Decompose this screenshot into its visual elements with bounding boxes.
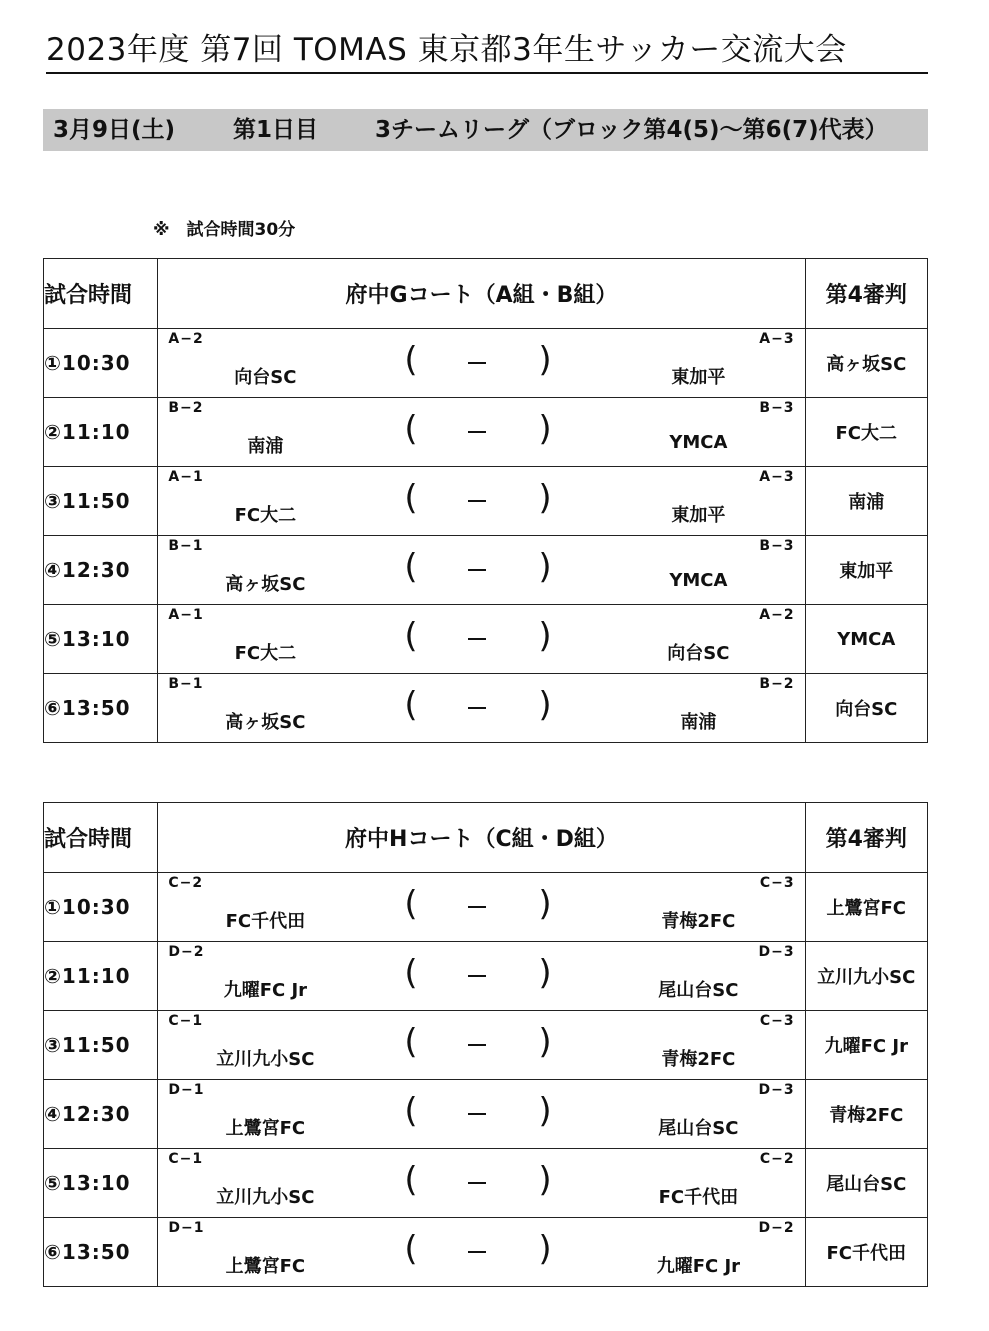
right-team-code: A−3: [759, 469, 795, 485]
header-match-time: 試合時間: [44, 259, 158, 329]
match-cell: [158, 942, 805, 1011]
score-close-paren: ): [538, 478, 552, 518]
left-team-code: A−1: [168, 607, 204, 623]
score-close-paren: ): [538, 884, 552, 924]
fourth-referee-team: FC千代田: [805, 1218, 927, 1287]
match-row: [44, 536, 928, 605]
table-header-row: [44, 259, 928, 329]
left-team-code: C−1: [168, 1151, 204, 1167]
match-row: [44, 674, 928, 743]
score-close-paren: ): [538, 616, 552, 656]
match-time: ④12:30: [44, 1080, 158, 1149]
score-dash: [468, 431, 486, 433]
match-time: ⑥13:50: [44, 674, 158, 743]
right-team-name: 東加平: [671, 505, 726, 526]
right-team-name: 青梅2FC: [661, 911, 736, 932]
court-h-schedule-table: [43, 802, 928, 1287]
match-time: ④12:30: [44, 536, 158, 605]
subtitle-day: 第1日目: [233, 117, 319, 143]
score-close-paren: ): [538, 1229, 552, 1269]
left-team-name: FC大二: [234, 643, 297, 664]
subtitle-format: 3チームリーグ（ブロック第4(5)～第6(7)代表）: [375, 117, 888, 143]
left-team-code: B−2: [168, 400, 204, 416]
score-dash: [468, 638, 486, 640]
match-cell: [158, 1218, 805, 1287]
left-team-name: 高ヶ坂SC: [225, 712, 306, 733]
right-team-code: B−3: [759, 538, 795, 554]
match-time: ①10:30: [44, 329, 158, 398]
match-row: [44, 605, 928, 674]
score-open-paren: (: [404, 340, 418, 380]
left-team-name: 上鷺宮FC: [225, 1256, 306, 1277]
fourth-referee-team: FC大二: [805, 398, 927, 467]
left-team-code: B−1: [168, 676, 204, 692]
left-team-name: 高ヶ坂SC: [225, 574, 306, 595]
score-close-paren: ): [538, 953, 552, 993]
right-team-name: 尾山台SC: [658, 980, 739, 1001]
fourth-referee-team: YMCA: [805, 605, 927, 674]
header-court-name: 府中Gコート（A組・B組）: [158, 259, 805, 329]
document-title: 2023年度 第7回 TOMAS 東京都3年生サッカー交流大会: [46, 28, 928, 74]
score-open-paren: (: [404, 1160, 418, 1200]
match-row: [44, 1080, 928, 1149]
left-team-name: 立川九小SC: [216, 1049, 315, 1070]
right-team-name: 尾山台SC: [658, 1118, 739, 1139]
score-dash: [468, 1251, 486, 1253]
score-dash: [468, 362, 486, 364]
match-cell: [158, 467, 805, 536]
left-team-code: D−1: [168, 1082, 205, 1098]
score-dash: [468, 975, 486, 977]
right-team-name: 向台SC: [667, 643, 730, 664]
score-open-paren: (: [404, 1091, 418, 1131]
left-team-name: 向台SC: [234, 367, 297, 388]
match-time: ⑤13:10: [44, 605, 158, 674]
header-fourth-referee: 第4審判: [805, 259, 927, 329]
score-open-paren: (: [404, 1229, 418, 1269]
match-cell: [158, 1080, 805, 1149]
match-cell: [158, 1011, 805, 1080]
fourth-referee-team: 南浦: [805, 467, 927, 536]
fourth-referee-team: 青梅2FC: [805, 1080, 927, 1149]
score-dash: [468, 707, 486, 709]
match-row: [44, 942, 928, 1011]
score-open-paren: (: [404, 547, 418, 587]
score-open-paren: (: [404, 884, 418, 924]
schedule-subtitle-bar: [43, 109, 928, 151]
fourth-referee-team: 立川九小SC: [805, 942, 927, 1011]
table-header-row: [44, 803, 928, 873]
score-open-paren: (: [404, 616, 418, 656]
right-team-code: C−2: [759, 1151, 795, 1167]
left-team-code: A−2: [168, 331, 204, 347]
score-open-paren: (: [404, 409, 418, 449]
score-dash: [468, 500, 486, 502]
match-cell: [158, 873, 805, 942]
right-team-name: 南浦: [680, 712, 717, 733]
header-court-name: 府中Hコート（C組・D組）: [158, 803, 805, 873]
score-dash: [468, 1113, 486, 1115]
match-cell: [158, 1149, 805, 1218]
match-row: [44, 329, 928, 398]
left-team-code: D−2: [168, 944, 205, 960]
right-team-code: A−2: [759, 607, 795, 623]
right-team-name: 九曜FC Jr: [656, 1256, 741, 1277]
match-row: [44, 467, 928, 536]
match-cell: [158, 398, 805, 467]
score-close-paren: ): [538, 340, 552, 380]
match-duration-note: ※ 試合時間30分: [153, 220, 296, 240]
left-team-code: D−1: [168, 1220, 205, 1236]
score-dash: [468, 1044, 486, 1046]
subtitle-date: 3月9日(土): [53, 117, 176, 143]
match-time: ⑥13:50: [44, 1218, 158, 1287]
match-row: [44, 398, 928, 467]
score-open-paren: (: [404, 478, 418, 518]
right-team-name: FC千代田: [658, 1187, 739, 1208]
court-g-schedule-table: [43, 258, 928, 743]
match-row: [44, 873, 928, 942]
match-time: ①10:30: [44, 873, 158, 942]
match-row: [44, 1218, 928, 1287]
left-team-name: 立川九小SC: [216, 1187, 315, 1208]
right-team-code: C−3: [759, 1013, 795, 1029]
score-close-paren: ): [538, 1091, 552, 1131]
right-team-code: D−2: [758, 1220, 795, 1236]
left-team-code: B−1: [168, 538, 204, 554]
left-team-code: A−1: [168, 469, 204, 485]
right-team-name: YMCA: [669, 570, 728, 591]
score-open-paren: (: [404, 953, 418, 993]
score-dash: [468, 906, 486, 908]
score-dash: [468, 569, 486, 571]
header-fourth-referee: 第4審判: [805, 803, 927, 873]
match-cell: [158, 605, 805, 674]
match-time: ③11:50: [44, 467, 158, 536]
right-team-name: YMCA: [669, 432, 728, 453]
left-team-name: FC大二: [234, 505, 297, 526]
left-team-name: 上鷺宮FC: [225, 1118, 306, 1139]
right-team-code: A−3: [759, 331, 795, 347]
score-open-paren: (: [404, 1022, 418, 1062]
left-team-name: 九曜FC Jr: [223, 980, 308, 1001]
right-team-name: 東加平: [671, 367, 726, 388]
score-close-paren: ): [538, 1022, 552, 1062]
left-team-name: FC千代田: [225, 911, 306, 932]
match-time: ③11:50: [44, 1011, 158, 1080]
match-time: ②11:10: [44, 398, 158, 467]
score-close-paren: ): [538, 409, 552, 449]
match-time: ②11:10: [44, 942, 158, 1011]
right-team-code: B−3: [759, 400, 795, 416]
right-team-code: C−3: [759, 875, 795, 891]
score-close-paren: ): [538, 547, 552, 587]
right-team-code: D−3: [758, 1082, 795, 1098]
fourth-referee-team: 東加平: [805, 536, 927, 605]
left-team-code: C−2: [168, 875, 204, 891]
match-row: [44, 1011, 928, 1080]
left-team-code: C−1: [168, 1013, 204, 1029]
fourth-referee-team: 向台SC: [805, 674, 927, 743]
match-cell: [158, 674, 805, 743]
fourth-referee-team: 上鷺宮FC: [805, 873, 927, 942]
match-row: [44, 1149, 928, 1218]
score-close-paren: ): [538, 1160, 552, 1200]
match-cell: [158, 329, 805, 398]
fourth-referee-team: 尾山台SC: [805, 1149, 927, 1218]
fourth-referee-team: 九曜FC Jr: [805, 1011, 927, 1080]
right-team-code: B−2: [759, 676, 795, 692]
score-dash: [468, 1182, 486, 1184]
right-team-code: D−3: [758, 944, 795, 960]
left-team-name: 南浦: [247, 436, 284, 457]
match-time: ⑤13:10: [44, 1149, 158, 1218]
fourth-referee-team: 高ヶ坂SC: [805, 329, 927, 398]
right-team-name: 青梅2FC: [661, 1049, 736, 1070]
match-cell: [158, 536, 805, 605]
header-match-time: 試合時間: [44, 803, 158, 873]
score-open-paren: (: [404, 685, 418, 725]
score-close-paren: ): [538, 685, 552, 725]
